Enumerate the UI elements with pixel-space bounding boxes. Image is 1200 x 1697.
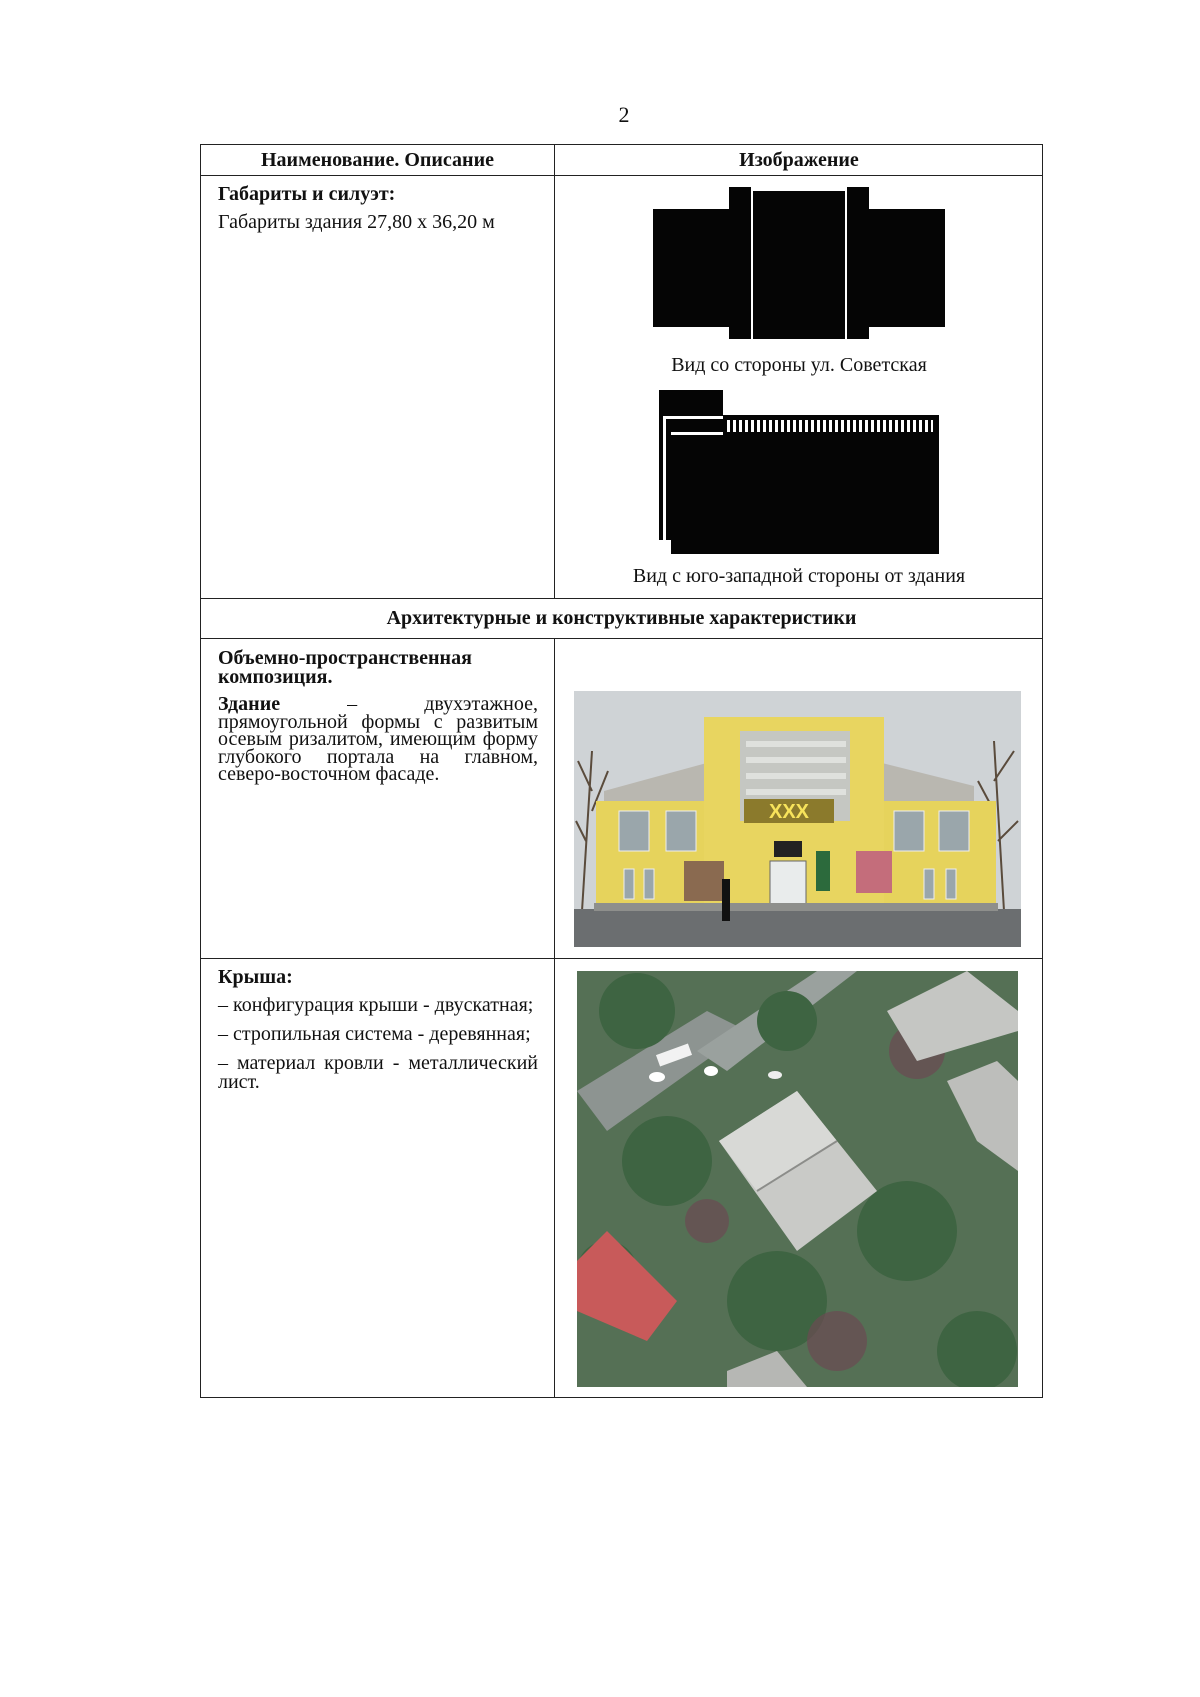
- page-number: 2: [618, 102, 630, 127]
- building-facade-photo: [574, 691, 1021, 947]
- caption-southwest-view: Вид с юго-западной стороны от здания: [632, 565, 966, 587]
- composition-heading: Объемно-пространственная композиция.: [218, 647, 472, 688]
- row-divider: [201, 598, 1042, 599]
- header-image: Изображение: [739, 149, 859, 171]
- composition-text: [218, 693, 538, 785]
- composition-lead: Здание: [218, 693, 281, 715]
- row-divider: [201, 958, 1042, 959]
- section-title: Архитектурные и конструктивные характеристики: [386, 607, 857, 629]
- row-divider: [201, 638, 1042, 639]
- composition-description: – двухэтажное, прямоугольной формы с развитым осевым ризалитом, имеющим форму глубокого портала на главном, северо-восточном фасаде.: [218, 693, 538, 785]
- roof-heading: Крыша:: [218, 966, 293, 988]
- roof-item-rafters: – стропильная система - деревянная;: [218, 1023, 531, 1045]
- roof-item-material: – материал кровли - металлический лист.: [218, 1052, 538, 1093]
- header-description: Наименование. Описание: [261, 149, 494, 171]
- caption-front-view: Вид со стороны ул. Советская: [671, 354, 927, 376]
- dimensions-text: Габариты здания 27,80 х 36,20 м: [218, 211, 495, 233]
- dimensions-heading: Габариты и силуэт:: [218, 183, 396, 205]
- column-divider-bottom: [554, 638, 555, 1398]
- silhouette-front-view: [653, 185, 945, 343]
- row-divider: [201, 175, 1042, 176]
- characteristics-table: [200, 144, 1043, 1398]
- roof-item-config: – конфигурация крыши - двускатная;: [218, 994, 534, 1016]
- silhouette-southwest-view: [659, 390, 941, 555]
- aerial-roof-photo: [577, 971, 1018, 1387]
- facade-sign: XXX: [768, 801, 810, 823]
